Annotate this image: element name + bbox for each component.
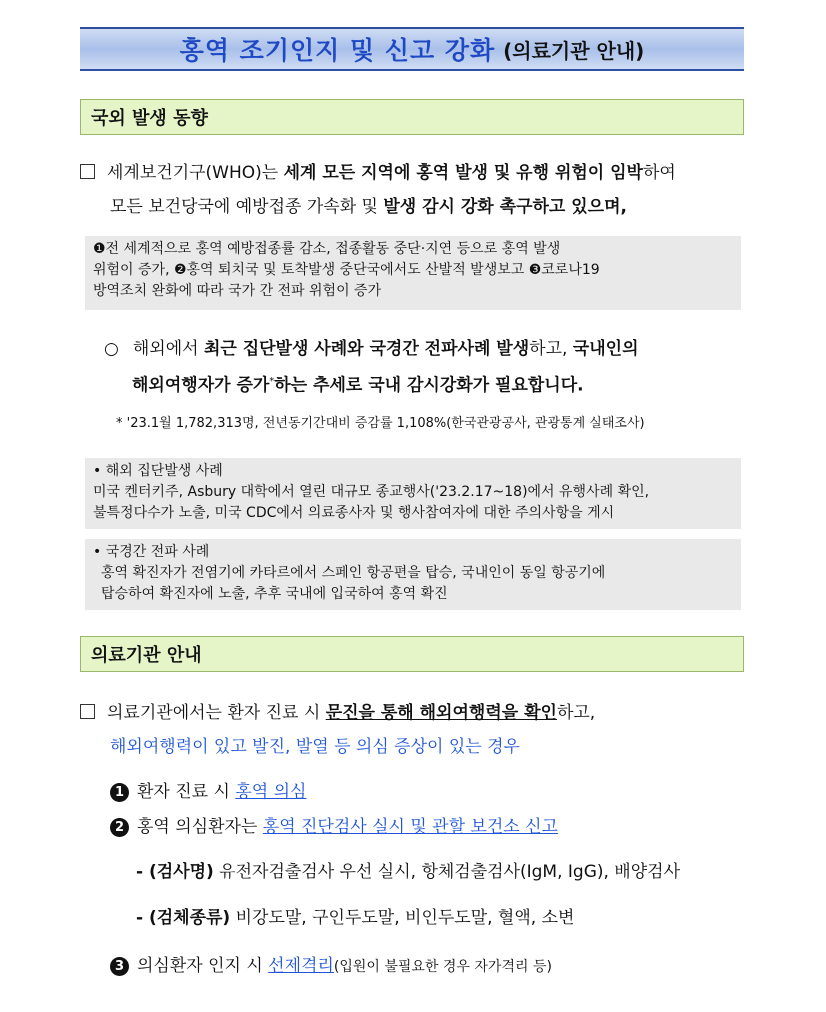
medical-bullet-1-line2: 해외여행력이 있고 발진, 발열 등 의심 증상이 있는 경우	[110, 737, 520, 757]
footnote: * '23.1월 1,782,313명, 전년동기간대비 증감률 1,108%(한국관광공사, 관광통계 실태조사)	[116, 416, 645, 431]
action-item-3: 3 의심환자 인지 시 선제격리(입원이 불필요한 경우 자가격리 등)	[110, 951, 552, 982]
square-bullet-icon	[80, 164, 95, 179]
section-heading-text: 의료기관 안내	[91, 645, 202, 666]
section-heading-medical	[80, 636, 744, 672]
specimen-type-line: - (검체종류) 비강도말, 구인두도말, 비인두도말, 혈액, 소변	[136, 908, 575, 928]
circle-bullet-icon: ○	[104, 339, 119, 359]
action-item-2: 2 홍역 의심환자는 홍역 진단검사 실시 및 관할 보건소 신고	[110, 812, 558, 842]
section-heading-text: 국외 발생 동향	[91, 108, 208, 129]
number-1-icon: 1	[110, 783, 129, 802]
overseas-bullet-2-line2: 해외여행자가 증가*하는 추세로 국내 감시강화가 필요합니다.	[132, 375, 584, 396]
overseas-bullet-2: ○ 해외에서 최근 집단발생 사례와 국경간 전파사례 발생하고, 국내인의	[104, 339, 639, 359]
title-banner	[80, 27, 744, 71]
overseas-bullet-1-line2: 모든 보건당국에 예방접종 가속화 및 발생 감시 강화 촉구하고 있으며,	[110, 197, 627, 217]
medical-bullet-1: 의료기관에서는 환자 진료 시 문진을 통해 해외여행력을 확인하고,	[80, 698, 595, 728]
page-subtitle: (의료기관 안내)	[503, 38, 645, 63]
cross-border-case-box: • 국경간 전파 사례 홍역 확진자가 전염기에 카타르에서 스페인 항공편을 탑승, 국내인이 동일 항공기에 탑승하여 확진자에 노출, 추후 국내에 입국하여 홍역 확진	[85, 539, 741, 610]
risk-factors-box: ❶전 세계적으로 홍역 예방접종률 감소, 접종활동 중단·지연 등으로 홍역 발생 위험이 증가, ❷홍역 퇴치국 및 토착발생 중단국에서도 산발적 발생보고 ❸코로나19 방역조치 완화에 따라 국가 간 전파 위험이 증가	[85, 236, 741, 310]
overseas-outbreak-box: • 해외 집단발생 사례 미국 켄터키주, Asbury 대학에서 열린 대규모 종교행사('23.2.17~18)에서 유행사례 확인, 불특정다수가 노출, 미국 CDC에서 의료종사자 및 행사참여자에 대한 주의사항을 게시	[85, 458, 741, 529]
box-title: • 해외 집단발생 사례	[93, 463, 223, 479]
number-2-icon: 2	[110, 818, 129, 837]
overseas-bullet-1: 세계보건기구(WHO)는 세계 모든 지역에 홍역 발생 및 유행 위험이 임박하여	[80, 158, 676, 188]
action-item-1: 1 환자 진료 시 홍역 의심	[110, 777, 306, 807]
test-name-line: - (검사명) 유전자검출검사 우선 실시, 항체검출검사(IgM, IgG), 배양검사	[136, 862, 680, 882]
page-title: 홍역 조기인지 및 신고 강화	[179, 36, 496, 65]
box-title: • 국경간 전파 사례	[93, 544, 210, 560]
square-bullet-icon	[80, 704, 95, 719]
section-heading-overseas	[80, 99, 744, 135]
number-3-icon: 3	[110, 957, 129, 976]
